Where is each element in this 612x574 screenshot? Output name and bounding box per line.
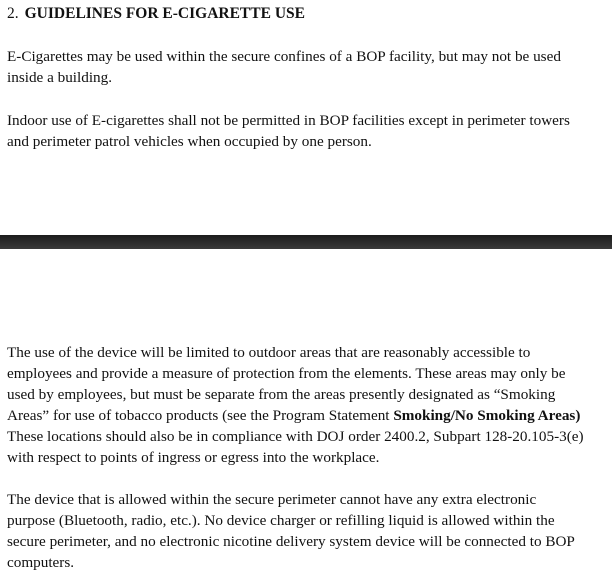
paragraph-line bbox=[7, 405, 611, 426]
paragraph-line: E-Cigarettes may be used within the secure confines of a BOP facility, but may not be used bbox=[7, 48, 561, 65]
page-divider-bar bbox=[0, 235, 612, 249]
paragraph-line: These locations should also be in compliance with DOJ order 2400.2, Subpart 128-20.105-3(e) bbox=[7, 428, 584, 445]
section-title: GUIDELINES FOR E-CIGARETTE USE bbox=[24, 5, 305, 22]
paragraph-line: secure perimeter, and no electronic nicotine delivery system device will be connected to BOP bbox=[7, 533, 575, 550]
paragraph-line: purpose (Bluetooth, radio, etc.). No device charger or refilling liquid is allowed within the bbox=[7, 512, 555, 529]
paragraph-indoor-confines bbox=[7, 46, 611, 88]
section-heading bbox=[7, 5, 305, 23]
paragraph-line: inside a building. bbox=[7, 69, 113, 86]
paragraph-line: and perimeter patrol vehicles when occupied by one person. bbox=[7, 133, 372, 150]
paragraph-indoor-exceptions bbox=[7, 110, 611, 152]
paragraph-line: Indoor use of E-cigarettes shall not be permitted in BOP facilities except in perimeter towers bbox=[7, 112, 570, 129]
paragraph-line: The device that is allowed within the secure perimeter cannot have any extra electronic bbox=[7, 491, 537, 508]
paragraph-text: Areas” for use of tobacco products (see the Program Statement bbox=[7, 407, 394, 424]
section-number: 2. bbox=[7, 5, 19, 22]
paragraph-device-restrictions bbox=[7, 489, 611, 573]
program-statement-title: Smoking/No Smoking Areas) bbox=[393, 407, 581, 424]
paragraph-line: used by employees, but must be separate from the areas presently designated as “Smoking bbox=[7, 386, 556, 403]
paragraph-line: employees and provide a measure of protection from the elements. These areas may only be bbox=[7, 365, 566, 382]
paragraph-line: The use of the device will be limited to outdoor areas that are reasonably accessible to bbox=[7, 344, 531, 361]
paragraph-line: computers. bbox=[7, 554, 75, 571]
paragraph-outdoor-areas bbox=[7, 342, 611, 468]
paragraph-line: with respect to points of ingress or egress into the workplace. bbox=[7, 449, 380, 466]
